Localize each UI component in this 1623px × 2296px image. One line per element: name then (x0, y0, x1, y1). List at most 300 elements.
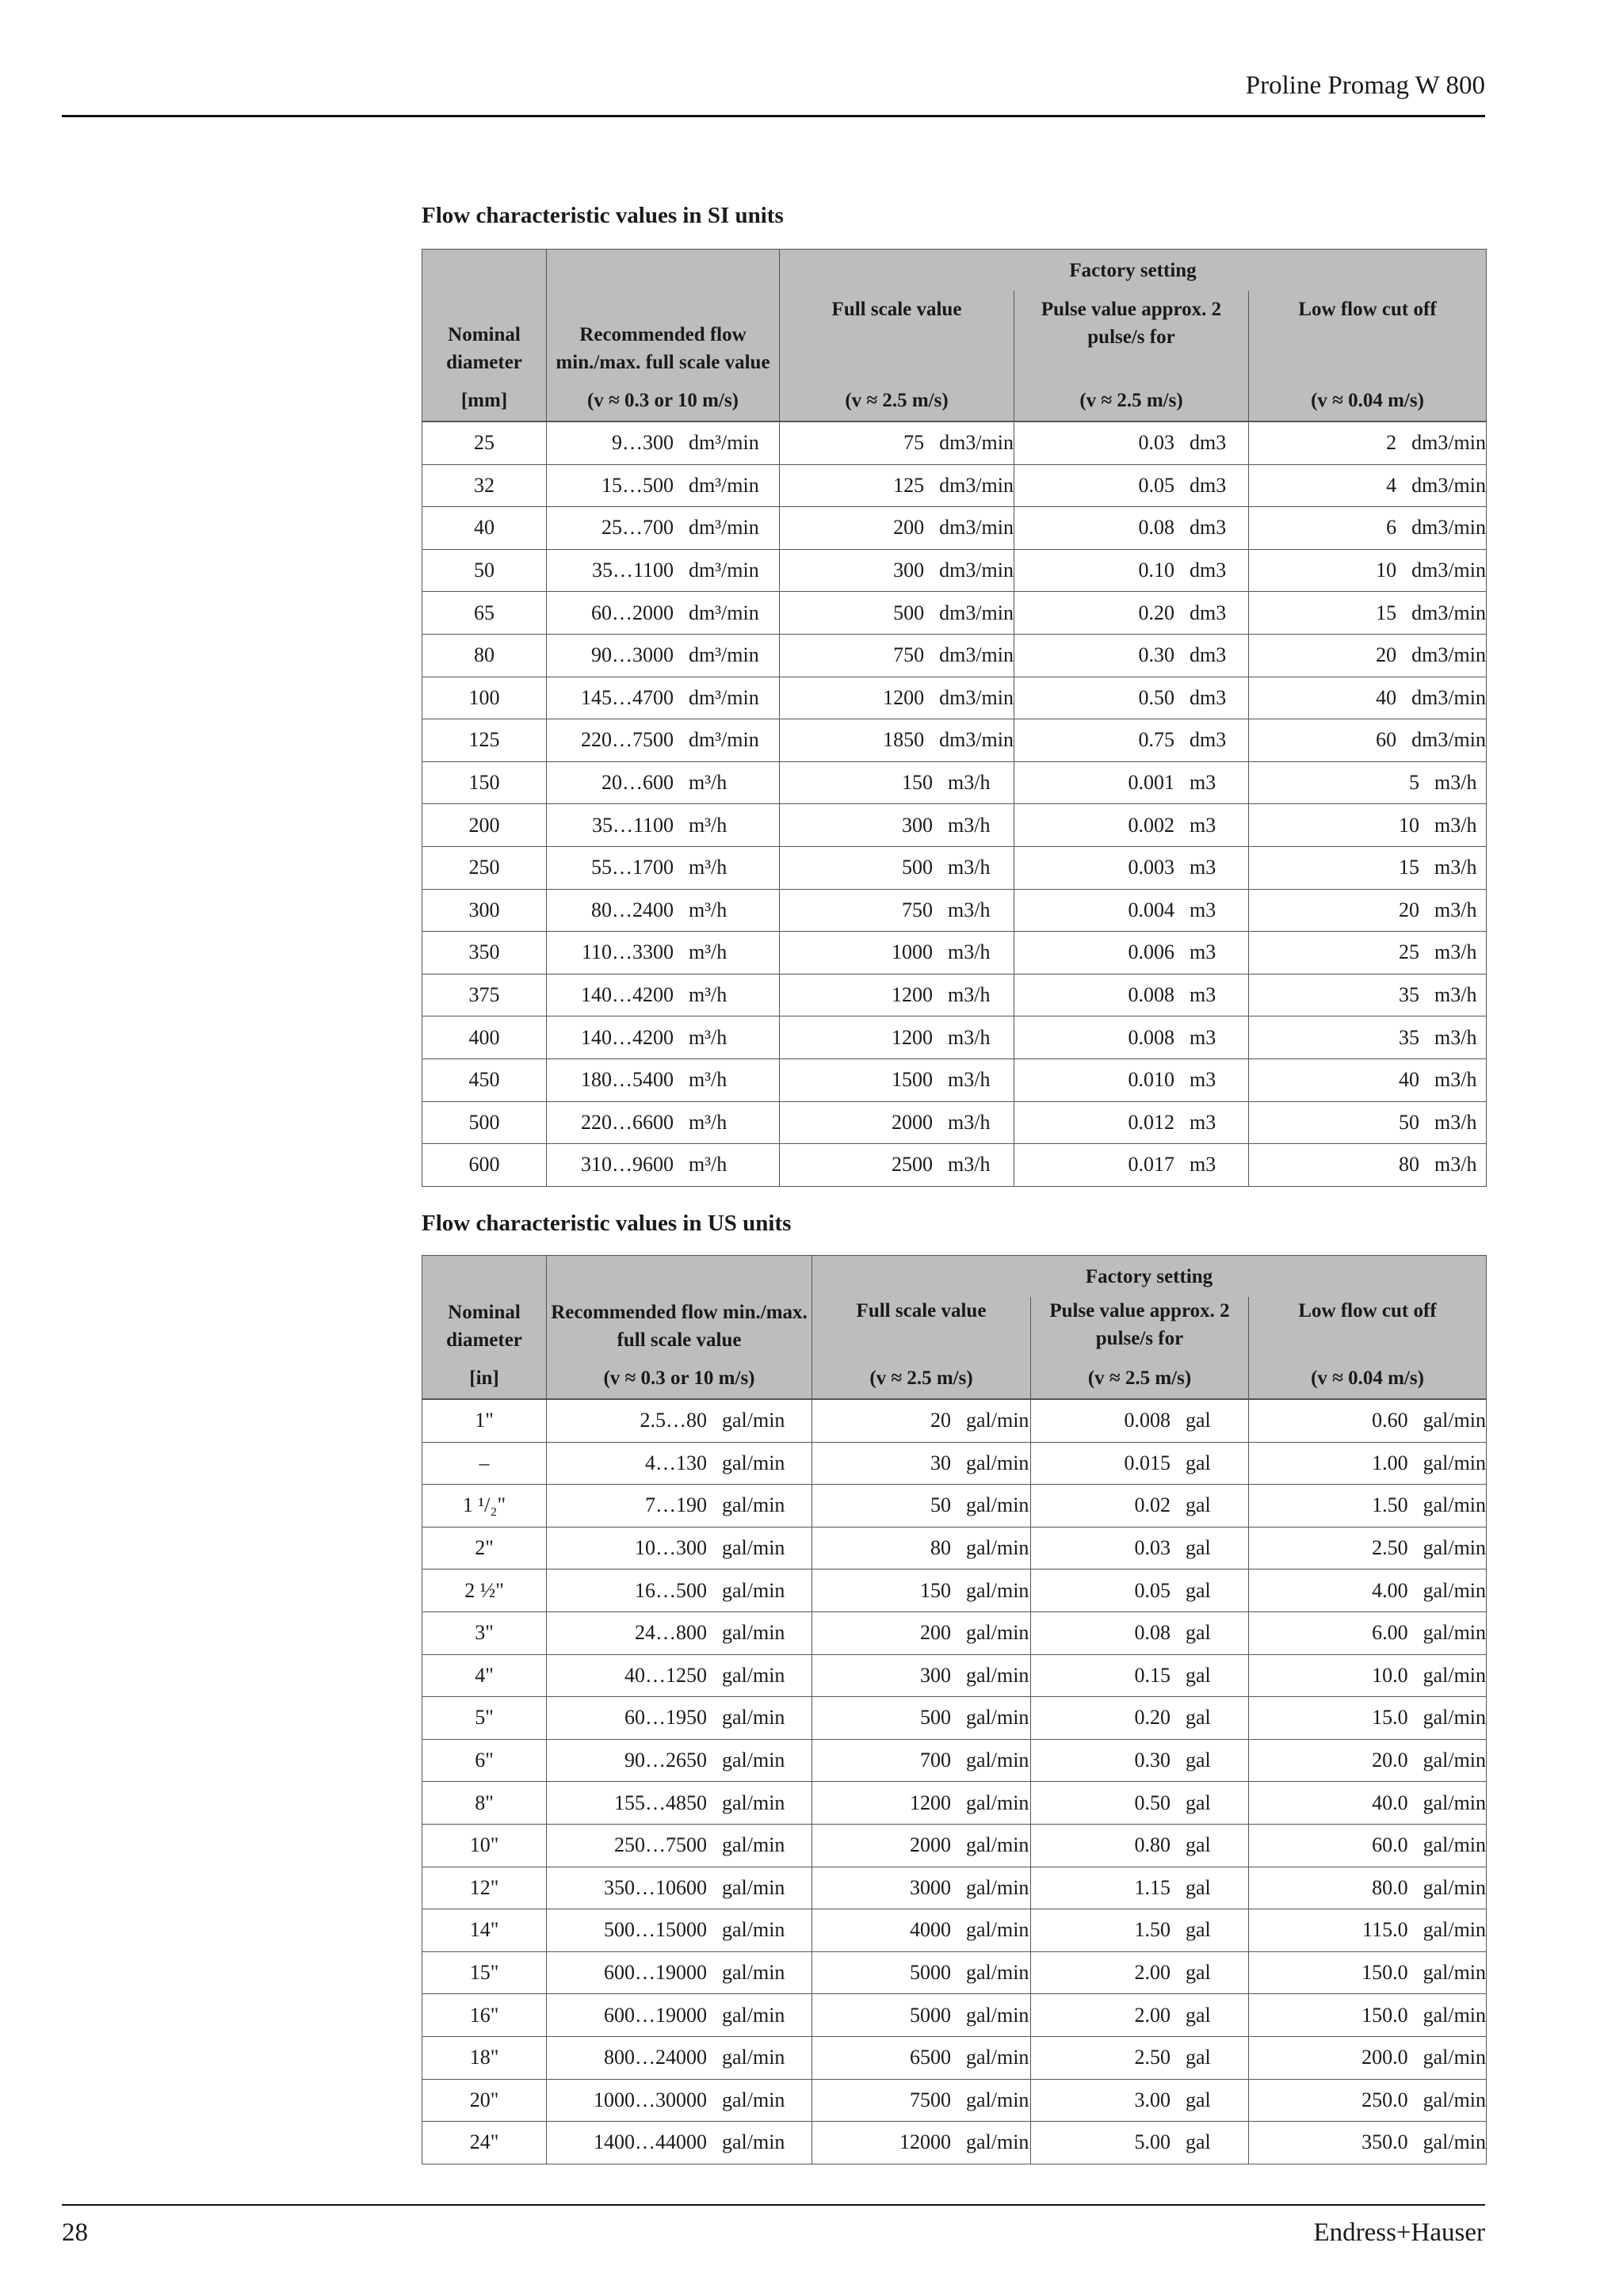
pulse-value-cell (1031, 1611, 1249, 1654)
low-flow-cutoff-unit: dm3/min (1411, 601, 1487, 624)
si-unit-pulse: (v ≈ 2.5 m/s) (1014, 379, 1249, 421)
pulse-value-cell (1014, 1058, 1249, 1101)
recommended-flow-value: 310…9600 (581, 1153, 674, 1177)
pulse-value-unit: dm3 (1190, 473, 1227, 497)
low-flow-cutoff-cell (1249, 1058, 1487, 1101)
low-flow-cutoff-cell (1249, 1611, 1487, 1654)
full-scale-unit: gal/min (966, 2046, 1029, 2069)
table-row (422, 1442, 1487, 1485)
low-flow-cutoff-value: 35 (1399, 1025, 1419, 1049)
low-flow-cutoff-cell (1249, 719, 1487, 762)
recommended-flow-value: 7…190 (645, 1493, 707, 1517)
low-flow-cutoff-cell (1249, 1739, 1487, 1782)
pulse-value-value: 2.50 (1134, 2046, 1170, 2069)
pulse-value-unit: gal (1186, 1918, 1211, 1942)
recommended-flow-unit: m³/h (689, 983, 727, 1007)
low-flow-cutoff-cell (1249, 677, 1487, 719)
nominal-diameter-cell: 18" (422, 2036, 547, 2079)
low-flow-cutoff-unit: gal/min (1423, 1875, 1487, 1899)
table-row (422, 1611, 1487, 1654)
full-scale-value: 20 (930, 1409, 951, 1432)
low-flow-cutoff-value: 80 (1399, 1153, 1419, 1177)
recommended-flow-cell (547, 846, 780, 889)
low-flow-cutoff-cell (1249, 1016, 1487, 1059)
recommended-flow-value: 25…700 (601, 516, 674, 540)
full-scale-cell (812, 1824, 1031, 1867)
low-flow-cutoff-cell (1249, 846, 1487, 889)
pulse-value-cell (1031, 2122, 1249, 2164)
pulse-value-value: 0.08 (1134, 1621, 1170, 1645)
recommended-flow-value: 140…4200 (581, 983, 674, 1007)
low-flow-cutoff-cell (1249, 1951, 1487, 1994)
low-flow-cutoff-value: 250.0 (1361, 2088, 1408, 2111)
table-row (422, 1951, 1487, 1994)
low-flow-cutoff-unit: dm3/min (1411, 473, 1487, 497)
nominal-diameter-cell: 100 (422, 677, 547, 719)
full-scale-value: 1200 (892, 983, 933, 1007)
low-flow-cutoff-unit: m3/h (1434, 1110, 1477, 1134)
low-flow-cutoff-unit: m3/h (1434, 856, 1477, 879)
pulse-value-cell (1031, 1697, 1249, 1740)
recommended-flow-value: 140…4200 (581, 1025, 674, 1049)
low-flow-cutoff-cell (1249, 1144, 1487, 1187)
recommended-flow-unit: m³/h (689, 940, 727, 964)
recommended-flow-cell (547, 1994, 812, 2037)
recommended-flow-cell (547, 1867, 812, 1909)
pulse-value-unit: dm3 (1190, 559, 1227, 582)
recommended-flow-unit: gal/min (722, 1451, 785, 1474)
pulse-value-unit: dm3 (1190, 601, 1227, 624)
table-row (422, 1058, 1487, 1101)
recommended-flow-cell (547, 677, 780, 719)
pulse-value-cell (1014, 1101, 1249, 1144)
full-scale-unit: gal/min (966, 1621, 1029, 1645)
full-scale-value: 300 (902, 813, 933, 837)
pulse-value-cell (1014, 932, 1249, 974)
table-row (422, 1782, 1487, 1825)
pulse-value-unit: gal (1186, 1749, 1211, 1772)
full-scale-value: 5000 (910, 1961, 951, 1985)
low-flow-cutoff-unit: gal/min (1423, 1536, 1487, 1560)
low-flow-cutoff-value: 60.0 (1372, 1833, 1408, 1857)
recommended-flow-value: 800…24000 (604, 2046, 707, 2069)
recommended-flow-unit: dm³/min (689, 685, 759, 709)
recommended-flow-value: 220…7500 (581, 728, 674, 752)
pulse-value-unit: m3 (1190, 856, 1216, 879)
recommended-flow-value: 90…2650 (624, 1749, 707, 1772)
us-section-title: Flow characteristic values in US units (422, 1211, 792, 1236)
nominal-diameter-cell: 40 (422, 507, 547, 550)
pulse-value-unit: gal (1186, 1451, 1211, 1474)
full-scale-cell (812, 1994, 1031, 2037)
pulse-value-value: 0.30 (1134, 1749, 1170, 1772)
low-flow-cutoff-unit: gal/min (1423, 2046, 1487, 2069)
pulse-value-cell (1014, 974, 1249, 1016)
recommended-flow-unit: m³/h (689, 856, 727, 879)
recommended-flow-cell (547, 1442, 812, 1485)
full-scale-cell (780, 677, 1014, 719)
full-scale-unit: gal/min (966, 1918, 1029, 1942)
recommended-flow-value: 35…1100 (591, 559, 674, 582)
si-unit-full-scale: (v ≈ 2.5 m/s) (780, 379, 1014, 421)
full-scale-unit: dm3/min (939, 559, 1014, 582)
full-scale-value: 700 (920, 1749, 951, 1772)
table-row (422, 2122, 1487, 2164)
low-flow-cutoff-value: 1.50 (1372, 1493, 1408, 1517)
low-flow-cutoff-value: 80.0 (1372, 1875, 1408, 1899)
us-flow-table (422, 1255, 1487, 2164)
nominal-diameter-cell: 200 (422, 804, 547, 847)
recommended-flow-cell (547, 1016, 780, 1059)
low-flow-cutoff-value: 150.0 (1361, 1961, 1408, 1985)
low-flow-cutoff-value: 4.00 (1372, 1578, 1408, 1602)
recommended-flow-value: 55…1700 (591, 856, 674, 879)
pulse-value-cell (1031, 2079, 1249, 2122)
pulse-value-cell (1031, 1442, 1249, 1485)
nominal-diameter-cell: 6" (422, 1739, 547, 1782)
recommended-flow-value: 155…4850 (614, 1791, 707, 1814)
recommended-flow-cell (547, 1654, 812, 1697)
table-row (422, 1739, 1487, 1782)
pulse-value-value: 0.10 (1138, 559, 1174, 582)
low-flow-cutoff-unit: dm3/min (1411, 559, 1487, 582)
low-flow-cutoff-value: 115.0 (1362, 1918, 1408, 1942)
recommended-flow-cell (547, 1527, 812, 1569)
table-row (422, 1485, 1487, 1527)
pulse-value-unit: gal (1186, 1536, 1211, 1560)
pulse-value-value: 0.017 (1128, 1153, 1174, 1177)
low-flow-cutoff-value: 40 (1376, 685, 1397, 709)
full-scale-unit: m3/h (948, 940, 991, 964)
pulse-value-value: 0.008 (1124, 1409, 1170, 1432)
pulse-value-cell (1031, 1399, 1249, 1442)
low-flow-cutoff-value: 4 (1386, 473, 1397, 497)
full-scale-cell (780, 932, 1014, 974)
recommended-flow-unit: gal/min (722, 1493, 785, 1517)
pulse-value-value: 0.20 (1134, 1706, 1170, 1730)
recommended-flow-cell (547, 1144, 780, 1187)
us-header-low-flow: Low flow cut off (1249, 1297, 1487, 1357)
us-header-nominal: Nominal diameter (422, 1256, 547, 1358)
pulse-value-value: 0.05 (1134, 1578, 1170, 1602)
us-unit-nominal: [in] (422, 1357, 547, 1399)
recommended-flow-unit: gal/min (722, 1663, 785, 1687)
nominal-diameter-cell: 3" (422, 1611, 547, 1654)
recommended-flow-cell (547, 1101, 780, 1144)
recommended-flow-value: 60…1950 (624, 1706, 707, 1730)
full-scale-cell (812, 1399, 1031, 1442)
low-flow-cutoff-unit: gal/min (1423, 1409, 1487, 1432)
full-scale-unit: m3/h (948, 1110, 991, 1134)
low-flow-cutoff-value: 20 (1376, 643, 1397, 667)
recommended-flow-unit: gal/min (722, 1749, 785, 1772)
low-flow-cutoff-unit: m3/h (1434, 813, 1477, 837)
low-flow-cutoff-value: 5 (1409, 771, 1419, 795)
table-row (422, 677, 1487, 719)
full-scale-unit: gal/min (966, 1791, 1029, 1814)
table-row (422, 889, 1487, 932)
nominal-diameter-cell: 16" (422, 1994, 547, 2037)
recommended-flow-cell (547, 1569, 812, 1612)
low-flow-cutoff-unit: dm3/min (1411, 685, 1487, 709)
low-flow-cutoff-cell (1249, 421, 1487, 464)
low-flow-cutoff-value: 6 (1386, 516, 1397, 540)
recommended-flow-cell (547, 761, 780, 804)
table-row (422, 592, 1487, 635)
table-row (422, 421, 1487, 464)
full-scale-unit: gal/min (966, 1833, 1029, 1857)
pulse-value-unit: gal (1186, 1493, 1211, 1517)
recommended-flow-cell (547, 932, 780, 974)
full-scale-unit: dm3/min (939, 728, 1014, 752)
full-scale-unit: gal/min (966, 1961, 1029, 1985)
full-scale-value: 12000 (899, 2130, 951, 2154)
nominal-diameter-cell: 4" (422, 1654, 547, 1697)
si-unit-nominal: [mm] (422, 379, 547, 421)
low-flow-cutoff-cell (1249, 932, 1487, 974)
nominal-diameter-cell: 10" (422, 1824, 547, 1867)
pulse-value-cell (1014, 804, 1249, 847)
full-scale-cell (780, 464, 1014, 507)
recommended-flow-value: 80…2400 (591, 898, 674, 921)
full-scale-unit: gal/min (966, 1749, 1029, 1772)
nominal-diameter-cell: 1 ¹/₂" (422, 1485, 547, 1527)
recommended-flow-unit: gal/min (722, 1578, 785, 1602)
recommended-flow-unit: gal/min (722, 1621, 785, 1645)
recommended-flow-cell (547, 1909, 812, 1952)
low-flow-cutoff-value: 40.0 (1372, 1791, 1408, 1814)
full-scale-unit: dm3/min (939, 643, 1014, 667)
pulse-value-unit: gal (1186, 1578, 1211, 1602)
full-scale-cell (812, 1951, 1031, 1994)
full-scale-cell (780, 974, 1014, 1016)
pulse-value-value: 0.006 (1128, 940, 1174, 964)
full-scale-unit: dm3/min (939, 431, 1014, 455)
pulse-value-value: 0.008 (1128, 983, 1174, 1007)
pulse-value-cell (1014, 634, 1249, 677)
pulse-value-cell (1031, 1739, 1249, 1782)
recommended-flow-value: 60…2000 (591, 601, 674, 624)
low-flow-cutoff-cell (1249, 1782, 1487, 1825)
pulse-value-value: 0.015 (1124, 1451, 1170, 1474)
recommended-flow-cell (547, 421, 780, 464)
full-scale-cell (812, 1782, 1031, 1825)
recommended-flow-unit: gal/min (722, 2003, 785, 2027)
recommended-flow-cell (547, 1485, 812, 1527)
pulse-value-cell (1014, 889, 1249, 932)
full-scale-unit: gal/min (966, 2088, 1029, 2111)
low-flow-cutoff-unit: m3/h (1434, 940, 1477, 964)
low-flow-cutoff-cell (1249, 634, 1487, 677)
full-scale-unit: m3/h (948, 1153, 991, 1177)
full-scale-cell (812, 1697, 1031, 1740)
full-scale-value: 1200 (883, 685, 925, 709)
recommended-flow-unit: gal/min (722, 2046, 785, 2069)
recommended-flow-value: 500…15000 (604, 1918, 707, 1942)
nominal-diameter-cell: 80 (422, 634, 547, 677)
full-scale-cell (780, 846, 1014, 889)
full-scale-unit: m3/h (948, 856, 991, 879)
nominal-diameter-cell: 500 (422, 1101, 547, 1144)
low-flow-cutoff-value: 60 (1376, 728, 1397, 752)
full-scale-value: 5000 (910, 2003, 951, 2027)
recommended-flow-unit: gal/min (722, 2088, 785, 2111)
us-unit-pulse: (v ≈ 2.5 m/s) (1031, 1357, 1249, 1399)
brand-name: Endress+Hauser (1313, 2218, 1485, 2247)
low-flow-cutoff-cell (1249, 761, 1487, 804)
recommended-flow-unit: dm³/min (689, 728, 759, 752)
full-scale-unit: m3/h (948, 813, 991, 837)
pulse-value-unit: m3 (1190, 983, 1216, 1007)
table-row (422, 932, 1487, 974)
us-header-pulse: Pulse value approx. 2 pulse/s for (1031, 1297, 1249, 1357)
table-row (422, 1697, 1487, 1740)
full-scale-unit: m3/h (948, 983, 991, 1007)
table-row (422, 846, 1487, 889)
low-flow-cutoff-value: 15.0 (1372, 1706, 1408, 1730)
recommended-flow-cell (547, 1739, 812, 1782)
low-flow-cutoff-unit: gal/min (1423, 1918, 1487, 1942)
pulse-value-value: 0.50 (1134, 1791, 1170, 1814)
pulse-value-cell (1031, 1994, 1249, 2037)
header-rule (62, 115, 1485, 117)
full-scale-value: 2500 (892, 1153, 933, 1177)
pulse-value-value: 0.03 (1134, 1536, 1170, 1560)
low-flow-cutoff-cell (1249, 549, 1487, 592)
low-flow-cutoff-cell (1249, 1654, 1487, 1697)
si-header-recommended: Recommended flow min./max. full scale value (547, 250, 780, 380)
pulse-value-unit: m3 (1190, 898, 1216, 921)
full-scale-value: 1200 (910, 1791, 951, 1814)
recommended-flow-cell (547, 507, 780, 550)
low-flow-cutoff-cell (1249, 1527, 1487, 1569)
low-flow-cutoff-value: 2 (1386, 431, 1397, 455)
recommended-flow-value: 4…130 (645, 1451, 707, 1474)
pulse-value-cell (1031, 1909, 1249, 1952)
full-scale-cell (780, 1016, 1014, 1059)
low-flow-cutoff-value: 200.0 (1361, 2046, 1408, 2069)
full-scale-cell (780, 549, 1014, 592)
pulse-value-value: 0.004 (1128, 898, 1174, 921)
recommended-flow-unit: dm³/min (689, 516, 759, 540)
nominal-diameter-cell: 350 (422, 932, 547, 974)
pulse-value-value: 0.08 (1138, 516, 1174, 540)
recommended-flow-unit: gal/min (722, 1536, 785, 1560)
low-flow-cutoff-cell (1249, 464, 1487, 507)
table-row (422, 1399, 1487, 1442)
pulse-value-cell (1014, 549, 1249, 592)
nominal-diameter-cell: 12" (422, 1867, 547, 1909)
full-scale-cell (812, 1739, 1031, 1782)
full-scale-unit: gal/min (966, 1409, 1029, 1432)
table-row (422, 974, 1487, 1016)
low-flow-cutoff-value: 10 (1376, 559, 1397, 582)
recommended-flow-value: 1400…44000 (594, 2130, 707, 2154)
recommended-flow-cell (547, 634, 780, 677)
pulse-value-cell (1014, 761, 1249, 804)
full-scale-value: 200 (893, 516, 925, 540)
full-scale-value: 1200 (892, 1025, 933, 1049)
pulse-value-cell (1014, 677, 1249, 719)
table-row (422, 1101, 1487, 1144)
pulse-value-value: 3.00 (1134, 2088, 1170, 2111)
full-scale-cell (780, 804, 1014, 847)
low-flow-cutoff-value: 6.00 (1372, 1621, 1408, 1645)
table-row (422, 464, 1487, 507)
nominal-diameter-cell: 15" (422, 1951, 547, 1994)
table-row (422, 1994, 1487, 2037)
si-header-factory: Factory setting (780, 250, 1487, 292)
full-scale-unit: gal/min (966, 1663, 1029, 1687)
pulse-value-cell (1014, 421, 1249, 464)
recommended-flow-unit: gal/min (722, 2130, 785, 2154)
recommended-flow-unit: m³/h (689, 813, 727, 837)
full-scale-value: 150 (920, 1578, 951, 1602)
full-scale-cell (780, 1058, 1014, 1101)
table-row (422, 804, 1487, 847)
table-row (422, 2079, 1487, 2122)
nominal-diameter-cell: 125 (422, 719, 547, 762)
low-flow-cutoff-unit: gal/min (1423, 1451, 1487, 1474)
recommended-flow-cell (547, 889, 780, 932)
pulse-value-unit: m3 (1190, 771, 1216, 795)
recommended-flow-value: 90…3000 (591, 643, 674, 667)
full-scale-value: 200 (920, 1621, 951, 1645)
low-flow-cutoff-unit: gal/min (1423, 1621, 1487, 1645)
recommended-flow-cell (547, 1697, 812, 1740)
si-table-body (422, 421, 1487, 1186)
full-scale-unit: dm3/min (939, 601, 1014, 624)
low-flow-cutoff-cell (1249, 1442, 1487, 1485)
pulse-value-cell (1014, 507, 1249, 550)
full-scale-cell (812, 1527, 1031, 1569)
table-row (422, 1569, 1487, 1612)
pulse-value-cell (1031, 1527, 1249, 1569)
low-flow-cutoff-cell (1249, 889, 1487, 932)
full-scale-value: 3000 (910, 1875, 951, 1899)
recommended-flow-value: 9…300 (612, 431, 674, 455)
nominal-diameter-cell: 250 (422, 846, 547, 889)
table-row (422, 719, 1487, 762)
footer-rule (62, 2204, 1485, 2206)
low-flow-cutoff-unit: dm3/min (1411, 728, 1487, 752)
pulse-value-unit: gal (1186, 2046, 1211, 2069)
nominal-diameter-cell: 150 (422, 761, 547, 804)
full-scale-cell (780, 889, 1014, 932)
full-scale-value: 500 (920, 1706, 951, 1730)
pulse-value-value: 1.15 (1134, 1875, 1170, 1899)
si-section-title: Flow characteristic values in SI units (422, 203, 784, 228)
low-flow-cutoff-unit: m3/h (1434, 771, 1477, 795)
low-flow-cutoff-unit: gal/min (1423, 1706, 1487, 1730)
recommended-flow-value: 145…4700 (581, 685, 674, 709)
full-scale-unit: gal/min (966, 1578, 1029, 1602)
pulse-value-cell (1031, 1824, 1249, 1867)
pulse-value-unit: dm3 (1190, 685, 1227, 709)
full-scale-value: 6500 (910, 2046, 951, 2069)
si-header-low-flow: Low flow cut off (1249, 291, 1487, 379)
low-flow-cutoff-cell (1249, 2122, 1487, 2164)
recommended-flow-unit: dm³/min (689, 559, 759, 582)
recommended-flow-cell (547, 1611, 812, 1654)
pulse-value-unit: m3 (1190, 1153, 1216, 1177)
low-flow-cutoff-cell (1249, 1697, 1487, 1740)
low-flow-cutoff-value: 15 (1399, 856, 1419, 879)
low-flow-cutoff-cell (1249, 804, 1487, 847)
recommended-flow-cell (547, 592, 780, 635)
low-flow-cutoff-unit: dm3/min (1411, 431, 1487, 455)
recommended-flow-value: 220…6600 (581, 1110, 674, 1134)
